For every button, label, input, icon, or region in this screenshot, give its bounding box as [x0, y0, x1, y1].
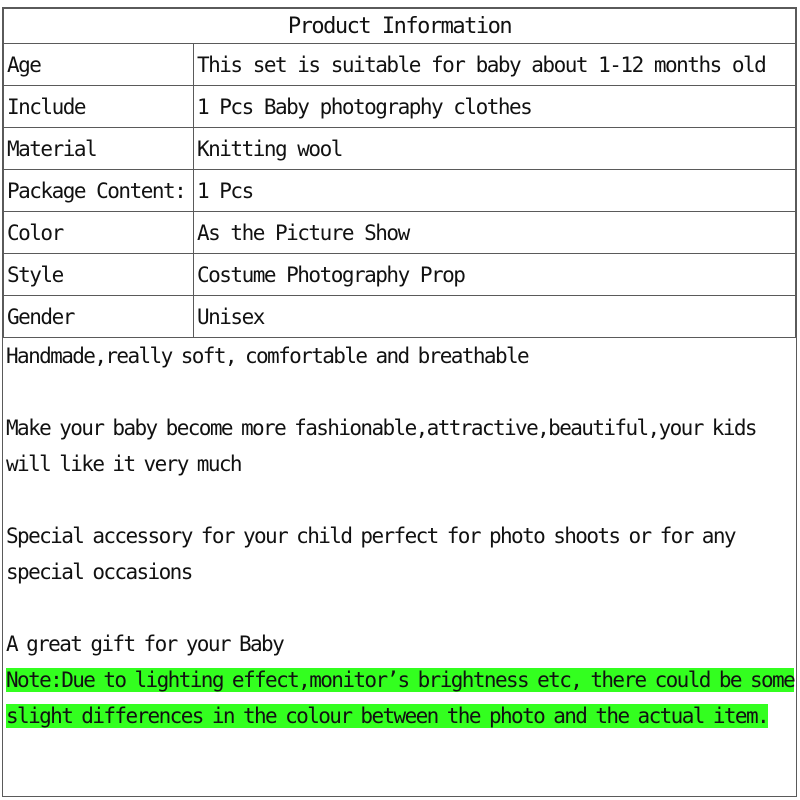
description-paragraph: Special accessory for your child perfect for photo shoots or for any special occasions — [6, 524, 735, 584]
row-value-gender: Unisex — [194, 296, 796, 338]
row-label-style: Style — [4, 254, 194, 296]
row-value-style: Costume Photography Prop — [194, 254, 796, 296]
row-label-material: Material — [4, 128, 194, 170]
table-row — [4, 128, 796, 170]
color-disclaimer-note — [6, 662, 796, 734]
table-title: Product Information — [4, 9, 796, 44]
row-value-include: 1 Pcs Baby photography clothes — [194, 86, 796, 128]
table-row — [4, 296, 796, 338]
row-value-material: Knitting wool — [194, 128, 796, 170]
product-info-sheet — [2, 7, 797, 797]
table-title-row — [4, 9, 796, 44]
note-text: Note:Due to lighting effect,monitor’s brightness etc, there could be some slight differences in the colour between the photo and the actual item. — [6, 668, 795, 728]
table-row — [4, 170, 796, 212]
product-info-table — [3, 8, 796, 338]
row-label-age: Age — [4, 44, 194, 86]
row-label-color: Color — [4, 212, 194, 254]
row-value-age: This set is suitable for baby about 1-12 months old — [194, 44, 796, 86]
table-row — [4, 254, 796, 296]
row-label-package-content: Package Content: — [4, 170, 194, 212]
row-value-color: As the Picture Show — [194, 212, 796, 254]
table-row — [4, 86, 796, 128]
table-row — [4, 212, 796, 254]
row-value-package-content: 1 Pcs — [194, 170, 796, 212]
description-paragraph: Handmade,really soft, comfortable and breathable — [6, 344, 529, 368]
description-paragraph: A great gift for your Baby — [6, 632, 284, 656]
description-section — [3, 338, 796, 734]
table-row — [4, 44, 796, 86]
row-label-gender: Gender — [4, 296, 194, 338]
row-label-include: Include — [4, 86, 194, 128]
description-paragraph: Make your baby become more fashionable,attractive,beautiful,your kids will like it very much — [6, 416, 756, 476]
